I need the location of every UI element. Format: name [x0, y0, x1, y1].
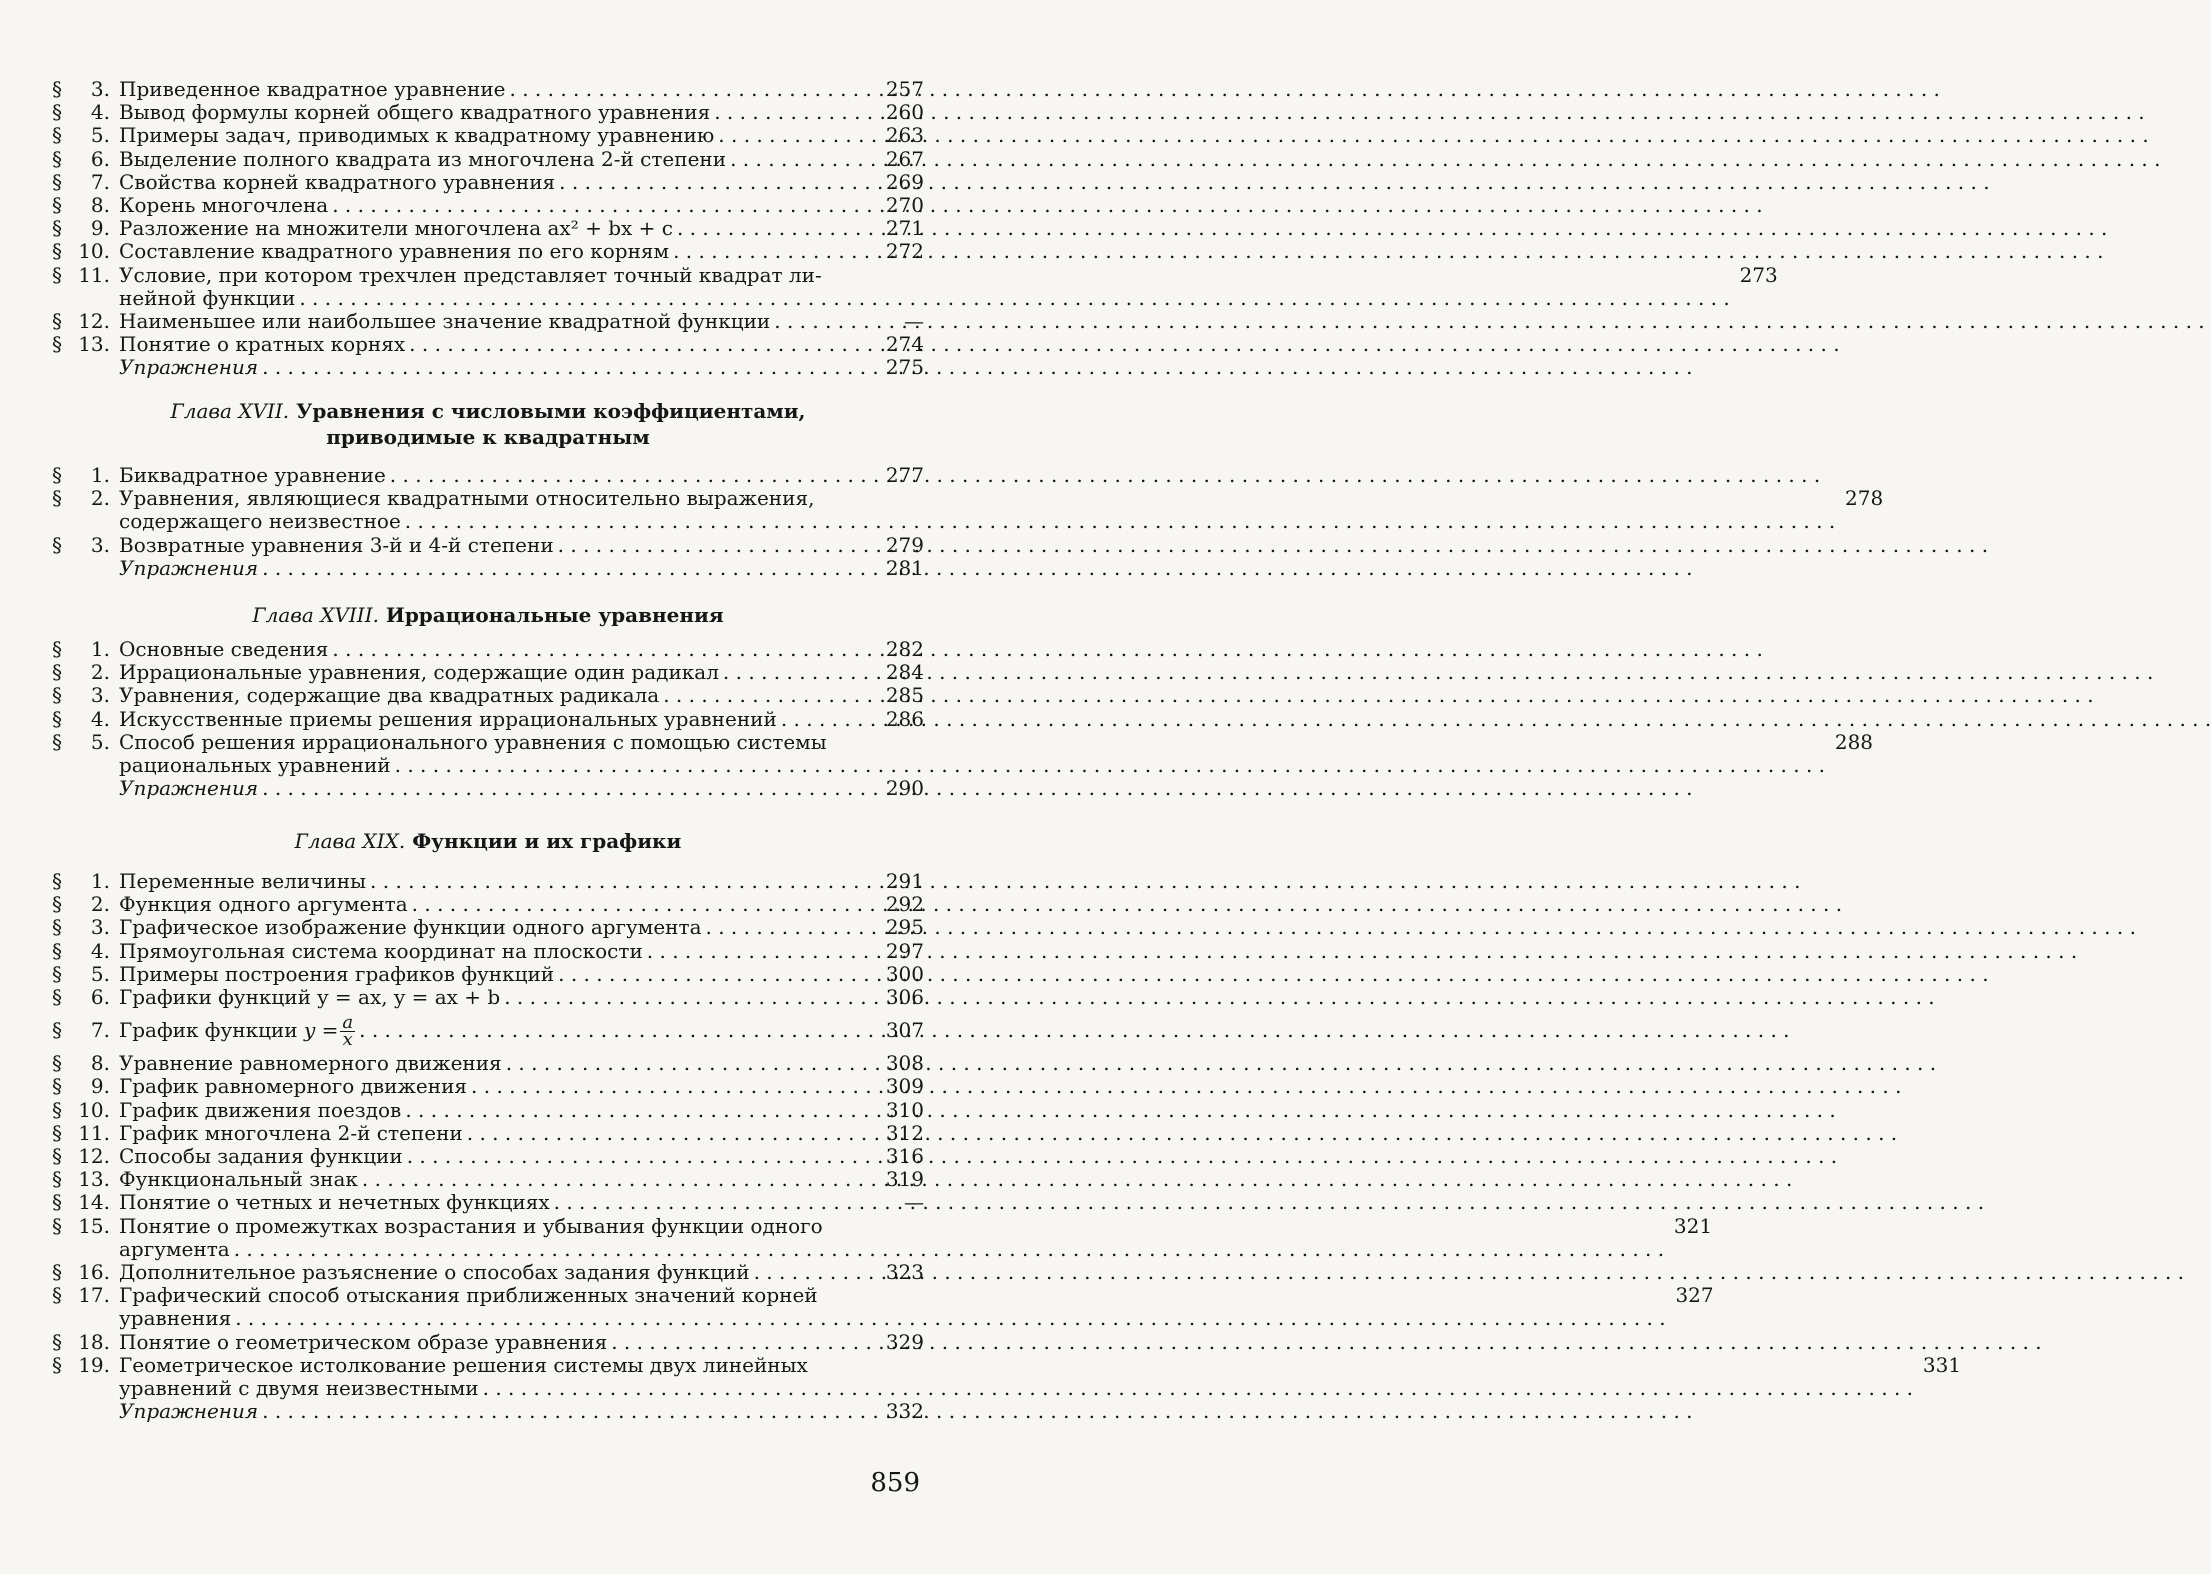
entry-page: 307 — [885, 1018, 924, 1043]
entry-page: 269 — [885, 169, 924, 194]
entry-page: 316 — [885, 1144, 924, 1169]
entry-title: Функциональный знак — [119, 1167, 358, 1192]
toc-entry — [52, 101, 924, 124]
section-sign: § — [52, 123, 62, 148]
entry-page: 275 — [885, 355, 924, 380]
entry-page: 310 — [885, 1097, 924, 1122]
section-sign: § — [52, 1018, 62, 1043]
section-sign: § — [52, 729, 62, 754]
section-sign: § — [52, 309, 62, 334]
toc-entry — [52, 661, 924, 684]
section-sign: § — [52, 938, 62, 963]
entry-number: 10. — [78, 239, 110, 264]
leader-dots — [509, 78, 1939, 101]
entry-title: Возвратные уравнения 3-й и 4-й степени — [119, 532, 554, 557]
chapter-label: Глава XVIII. — [252, 603, 379, 627]
entry-number: 4. — [90, 100, 110, 125]
section-sign: § — [52, 332, 62, 357]
section-sign: § — [52, 146, 62, 171]
leader-dots — [506, 1052, 1936, 1075]
entry-number: 6. — [90, 985, 110, 1010]
entry-number: 1. — [90, 463, 110, 487]
section-sign: § — [52, 1283, 62, 1308]
section-sign: § — [52, 262, 62, 287]
entry-number: 2. — [90, 486, 110, 511]
leader-dots — [390, 464, 1820, 487]
entry-title: Уравнение равномерного движения — [119, 1051, 502, 1076]
toc-entry — [52, 464, 924, 487]
toc-entry — [52, 684, 924, 707]
toc-entry — [52, 194, 924, 217]
section-sign: § — [52, 683, 62, 708]
toc-entry — [52, 1213, 1713, 1261]
entry-page: 329 — [885, 1329, 924, 1354]
leader-dots — [554, 1191, 1984, 1214]
toc-entry — [52, 1168, 924, 1191]
entry-number: 3. — [90, 77, 110, 101]
entry-page: 288 — [1834, 729, 1874, 754]
entry-title-line1: Способ решения иррационального уравнения с помощью системы — [119, 729, 827, 754]
leader-dots — [262, 1400, 1692, 1423]
entry-page: 319 — [885, 1167, 924, 1192]
toc-entry — [52, 940, 924, 963]
toc-entry — [52, 124, 924, 147]
toc-entry — [52, 1145, 924, 1168]
leader-dots — [407, 1145, 1837, 1168]
entry-page: 282 — [885, 637, 924, 661]
chapter-title-line2: приводимые к квадратным — [326, 425, 650, 449]
entry-page: 277 — [885, 463, 924, 487]
toc-entry — [52, 78, 924, 101]
exercises-title: Упражнения — [119, 1399, 259, 1424]
entry-title: Прямоугольная система координат на плоскости — [119, 938, 643, 963]
entry-title: Функция одного аргумента — [119, 892, 408, 917]
entry-number: 13. — [78, 1167, 110, 1192]
section-sign: § — [52, 1167, 62, 1192]
toc-entry — [52, 310, 924, 333]
entry-page: 292 — [885, 892, 924, 917]
toc-block-chapter19 — [52, 869, 1962, 1424]
leader-dots — [663, 684, 2093, 707]
entry-title-line2: уравнения — [119, 1306, 232, 1331]
entry-title-line2: аргумента — [119, 1236, 230, 1261]
entry-title: Понятие о четных и нечетных функциях — [119, 1190, 550, 1215]
entry-title: Способы задания функции — [119, 1144, 403, 1169]
leader-dots — [730, 148, 2160, 171]
entry-number: 8. — [90, 193, 110, 218]
section-sign: § — [52, 637, 62, 661]
toc-entry — [52, 986, 924, 1009]
exercises-title: Упражнения — [119, 355, 259, 380]
entry-number: 3. — [90, 915, 110, 940]
entry-page: 274 — [885, 332, 924, 357]
entry-number: 18. — [78, 1329, 110, 1354]
entry-title: Основные сведения — [119, 637, 329, 661]
entry-title: Составление квадратного уравнения по его корням — [119, 239, 670, 264]
toc-entry — [52, 1261, 924, 1284]
entry-page: 290 — [885, 776, 924, 801]
section-sign: § — [52, 1097, 62, 1122]
leader-dots — [774, 310, 2204, 333]
leader-dots — [504, 986, 1934, 1009]
entry-page: 331 — [1922, 1352, 1962, 1377]
toc-entry — [52, 1052, 924, 1075]
entry-page: 300 — [885, 961, 924, 986]
toc-entry — [52, 1012, 924, 1051]
entry-number: 1. — [90, 869, 110, 893]
entry-title: Понятие о кратных корнях — [119, 332, 406, 357]
entry-title: Понятие о геометрическом образе уравнения — [119, 1329, 608, 1354]
entry-number: 7. — [90, 169, 110, 194]
entry-number: 4. — [90, 938, 110, 963]
leader-dots — [370, 870, 1800, 893]
entry-number: 7. — [90, 1018, 110, 1043]
toc-entry — [52, 1191, 924, 1214]
entry-title-line1: Уравнения, являющиеся квадратными относительно выражения, — [119, 486, 815, 511]
section-sign: § — [52, 239, 62, 264]
section-sign: § — [52, 985, 62, 1010]
entry-page: 308 — [885, 1051, 924, 1076]
leader-dots — [262, 356, 1692, 379]
entry-title: Наименьшее или наибольшее значение квадратной функции — [119, 309, 771, 334]
entry-page: 272 — [885, 239, 924, 264]
entry-title-text: График функции — [119, 1018, 298, 1043]
entry-number: 19. — [78, 1352, 110, 1377]
entry-number: 11. — [78, 262, 110, 287]
leader-dots — [235, 1307, 1665, 1330]
leader-dots — [332, 638, 1762, 661]
section-sign: § — [52, 216, 62, 241]
exercises-title: Упражнения — [119, 776, 259, 801]
toc-entry — [52, 708, 924, 731]
leader-dots — [558, 534, 1988, 557]
entry-page: 332 — [885, 1399, 924, 1424]
entry-page: 279 — [885, 532, 924, 557]
entry-page: 309 — [885, 1074, 924, 1099]
entry-page: 267 — [885, 146, 924, 171]
entry-title: Искусственные приемы решения иррациональных уравнений — [119, 706, 777, 731]
entry-page: 312 — [885, 1120, 924, 1145]
entry-number: 1. — [90, 637, 110, 661]
entry-title: Биквадратное уравнение — [119, 463, 386, 487]
toc-entry — [52, 963, 924, 986]
section-sign: § — [52, 100, 62, 125]
entry-page: 278 — [1845, 486, 1884, 511]
entry-number: 2. — [90, 892, 110, 917]
toc-entry — [52, 1122, 924, 1145]
toc-entry-exercises — [52, 356, 924, 379]
section-sign: § — [52, 193, 62, 218]
leader-dots — [483, 1377, 1913, 1400]
entry-number: 14. — [78, 1190, 110, 1215]
toc-entry — [52, 240, 924, 263]
entry-title — [119, 1012, 355, 1051]
entry-page: — — [904, 309, 924, 334]
formula-fraction — [340, 1012, 355, 1051]
toc-entry — [52, 534, 924, 557]
entry-title-line2: нейной функции — [119, 285, 296, 310]
entry-number: 9. — [90, 1074, 110, 1099]
entry-title-line1: Геометрическое истолкование решения системы двух линейных — [119, 1352, 808, 1377]
entry-title: Иррациональные уравнения, содержащие один радикал — [119, 660, 719, 685]
entry-page: 257 — [885, 77, 924, 101]
toc-entry — [52, 486, 1884, 534]
toc-entry — [52, 1352, 1962, 1401]
entry-title: Свойства корней квадратного уравнения — [119, 169, 556, 194]
entry-number: 12. — [78, 1144, 110, 1169]
chapter-title: Функции и их графики — [412, 829, 682, 853]
entry-page: 306 — [885, 985, 924, 1010]
entry-number: 8. — [90, 1051, 110, 1076]
toc-block-chapter16-end — [52, 77, 1778, 380]
entry-title: Графики функций y = ax, y = ax + b — [119, 985, 501, 1010]
toc-entry — [52, 1099, 924, 1122]
entry-title: Графическое изображение функции одного аргумента — [119, 915, 702, 940]
entry-page: 321 — [1673, 1213, 1713, 1238]
entry-page: 270 — [885, 193, 924, 218]
chapter-title-line1: Уравнения с числовыми коэффициентами, — [296, 399, 806, 423]
section-sign: § — [52, 1051, 62, 1076]
leader-dots — [754, 1261, 2184, 1284]
entry-page: 260 — [885, 100, 924, 125]
section-sign: § — [52, 660, 62, 685]
entry-page: 271 — [885, 216, 924, 241]
chapter-18-heading — [52, 602, 924, 628]
fraction-numerator: a — [342, 1012, 354, 1034]
entry-number: 3. — [90, 532, 110, 557]
section-sign: § — [52, 1120, 62, 1145]
entry-page: 284 — [885, 660, 924, 685]
entry-title: График движения поездов — [119, 1097, 402, 1122]
toc-entry — [52, 893, 924, 916]
entry-page: 323 — [885, 1260, 924, 1285]
entry-page: 263 — [885, 123, 924, 148]
section-sign: § — [52, 1260, 62, 1285]
entry-page: — — [904, 1190, 924, 1215]
toc-entry — [52, 1331, 924, 1354]
toc-block-chapter17 — [52, 463, 1884, 580]
entry-title-line1: Графический способ отыскания приближенных значений корней — [119, 1283, 818, 1308]
entry-title: Вывод формулы корней общего квадратного уравнения — [119, 100, 711, 125]
leader-dots — [299, 287, 1729, 310]
toc-entry — [52, 148, 924, 171]
exercises-title: Упражнения — [119, 555, 259, 580]
entry-number: 3. — [90, 683, 110, 708]
leader-dots — [781, 708, 2211, 731]
leader-dots — [647, 940, 2077, 963]
toc-entry — [52, 1283, 1714, 1331]
entry-title: Выделение полного квадрата из многочлена 2-й степени — [119, 146, 727, 171]
section-sign: § — [52, 892, 62, 917]
toc-entry — [52, 729, 1874, 778]
leader-dots — [714, 101, 2144, 124]
toc-entry — [52, 262, 1778, 310]
section-sign: § — [52, 463, 62, 487]
entry-page: 273 — [1739, 262, 1778, 287]
entry-number: 13. — [78, 332, 110, 357]
chapter-label: Глава XVII. — [170, 399, 290, 423]
leader-dots — [611, 1331, 2041, 1354]
entry-number: 15. — [78, 1213, 110, 1238]
entry-number: 10. — [78, 1097, 110, 1122]
leader-dots — [412, 893, 1842, 916]
section-sign: § — [52, 169, 62, 194]
chapter-17-heading — [52, 398, 924, 450]
section-sign: § — [52, 1144, 62, 1169]
entry-number: 6. — [90, 146, 110, 171]
leader-dots — [471, 1075, 1901, 1098]
entry-number: 2. — [90, 660, 110, 685]
section-sign: § — [52, 915, 62, 940]
entry-page: 327 — [1675, 1283, 1714, 1308]
entry-number: 16. — [78, 1260, 110, 1285]
entry-page: 281 — [885, 555, 924, 580]
section-sign: § — [52, 1352, 62, 1377]
leader-dots — [262, 557, 1692, 580]
entry-page: 286 — [885, 706, 924, 731]
entry-title: График равномерного движения — [119, 1074, 468, 1099]
toc-block-chapter18 — [52, 637, 1874, 801]
toc-entry — [52, 916, 924, 939]
leader-dots — [262, 777, 1692, 800]
entry-title: Переменные величины — [119, 869, 367, 893]
toc-entry — [52, 638, 924, 661]
leader-dots — [467, 1122, 1897, 1145]
entry-title-line1: Понятие о промежутках возрастания и убывания функции одного — [119, 1213, 823, 1238]
entry-title-line2: содержащего неизвестное — [119, 509, 401, 534]
section-sign: § — [52, 486, 62, 511]
entry-number: 5. — [90, 729, 110, 754]
section-sign: § — [52, 1213, 62, 1238]
entry-number: 9. — [90, 216, 110, 241]
entry-title: Примеры построения графиков функций — [119, 961, 555, 986]
entry-number: 17. — [78, 1283, 110, 1308]
leader-dots — [409, 333, 1839, 356]
entry-page: 285 — [885, 683, 924, 708]
leader-dots — [559, 171, 1989, 194]
chapter-19-heading — [52, 828, 924, 854]
leader-dots — [362, 1168, 1792, 1191]
chapter-label: Глава XIX. — [294, 829, 406, 853]
section-sign: § — [52, 1329, 62, 1354]
entry-page: 297 — [885, 938, 924, 963]
entry-number: 11. — [78, 1120, 110, 1145]
leader-dots — [718, 124, 2148, 147]
page-number: 859 — [870, 1468, 920, 1498]
leader-dots — [723, 661, 2153, 684]
leader-dots — [332, 194, 1762, 217]
entry-title: Примеры задач, приводимых к квадратному уравнению — [119, 123, 715, 148]
toc-entry — [52, 1075, 924, 1098]
section-sign: § — [52, 1190, 62, 1215]
entry-title: Корень многочлена — [119, 193, 329, 218]
toc-entry — [52, 171, 924, 194]
leader-dots — [234, 1238, 1664, 1261]
toc-entry-exercises — [52, 777, 924, 800]
entry-number: 5. — [90, 123, 110, 148]
section-sign: § — [52, 532, 62, 557]
section-sign: § — [52, 961, 62, 986]
section-sign: § — [52, 1074, 62, 1099]
toc-entry-exercises — [52, 557, 924, 580]
entry-number: 12. — [78, 309, 110, 334]
leader-dots — [359, 1013, 1789, 1047]
entry-title-line2: уравнений с двумя неизвестными — [119, 1376, 479, 1401]
entry-title: График многочлена 2-й степени — [119, 1120, 463, 1145]
chapter-title: Иррациональные уравнения — [385, 603, 724, 627]
toc-entry — [52, 333, 924, 356]
entry-number: 4. — [90, 706, 110, 731]
toc-entry — [52, 870, 924, 893]
entry-page: 295 — [885, 915, 924, 940]
entry-page: 291 — [885, 869, 924, 893]
toc-entry — [52, 217, 924, 240]
leader-dots — [395, 754, 1825, 777]
section-sign: § — [52, 869, 62, 893]
formula-lhs: y = — [303, 1018, 339, 1043]
fraction-denominator: x — [342, 1029, 353, 1051]
entry-title: Приведенное квадратное уравнение — [119, 77, 506, 101]
entry-title: Дополнительное разъяснение о способах задания функций — [119, 1260, 750, 1285]
section-sign: § — [52, 77, 62, 101]
entry-number: 5. — [90, 961, 110, 986]
entry-title: Уравнения, содержащие два квадратных радикала — [119, 683, 660, 708]
leader-dots — [558, 963, 1988, 986]
entry-title: Разложение на множители многочлена ax² + bx + c — [119, 216, 673, 241]
entry-title-line1: Условие, при котором трехчлен представляет точный квадрат ли- — [119, 262, 822, 287]
leader-dots — [405, 1099, 1835, 1122]
section-sign: § — [52, 706, 62, 731]
leader-dots — [405, 510, 1835, 533]
toc-entry-exercises — [52, 1400, 924, 1423]
entry-title-line2: рациональных уравнений — [119, 753, 391, 778]
